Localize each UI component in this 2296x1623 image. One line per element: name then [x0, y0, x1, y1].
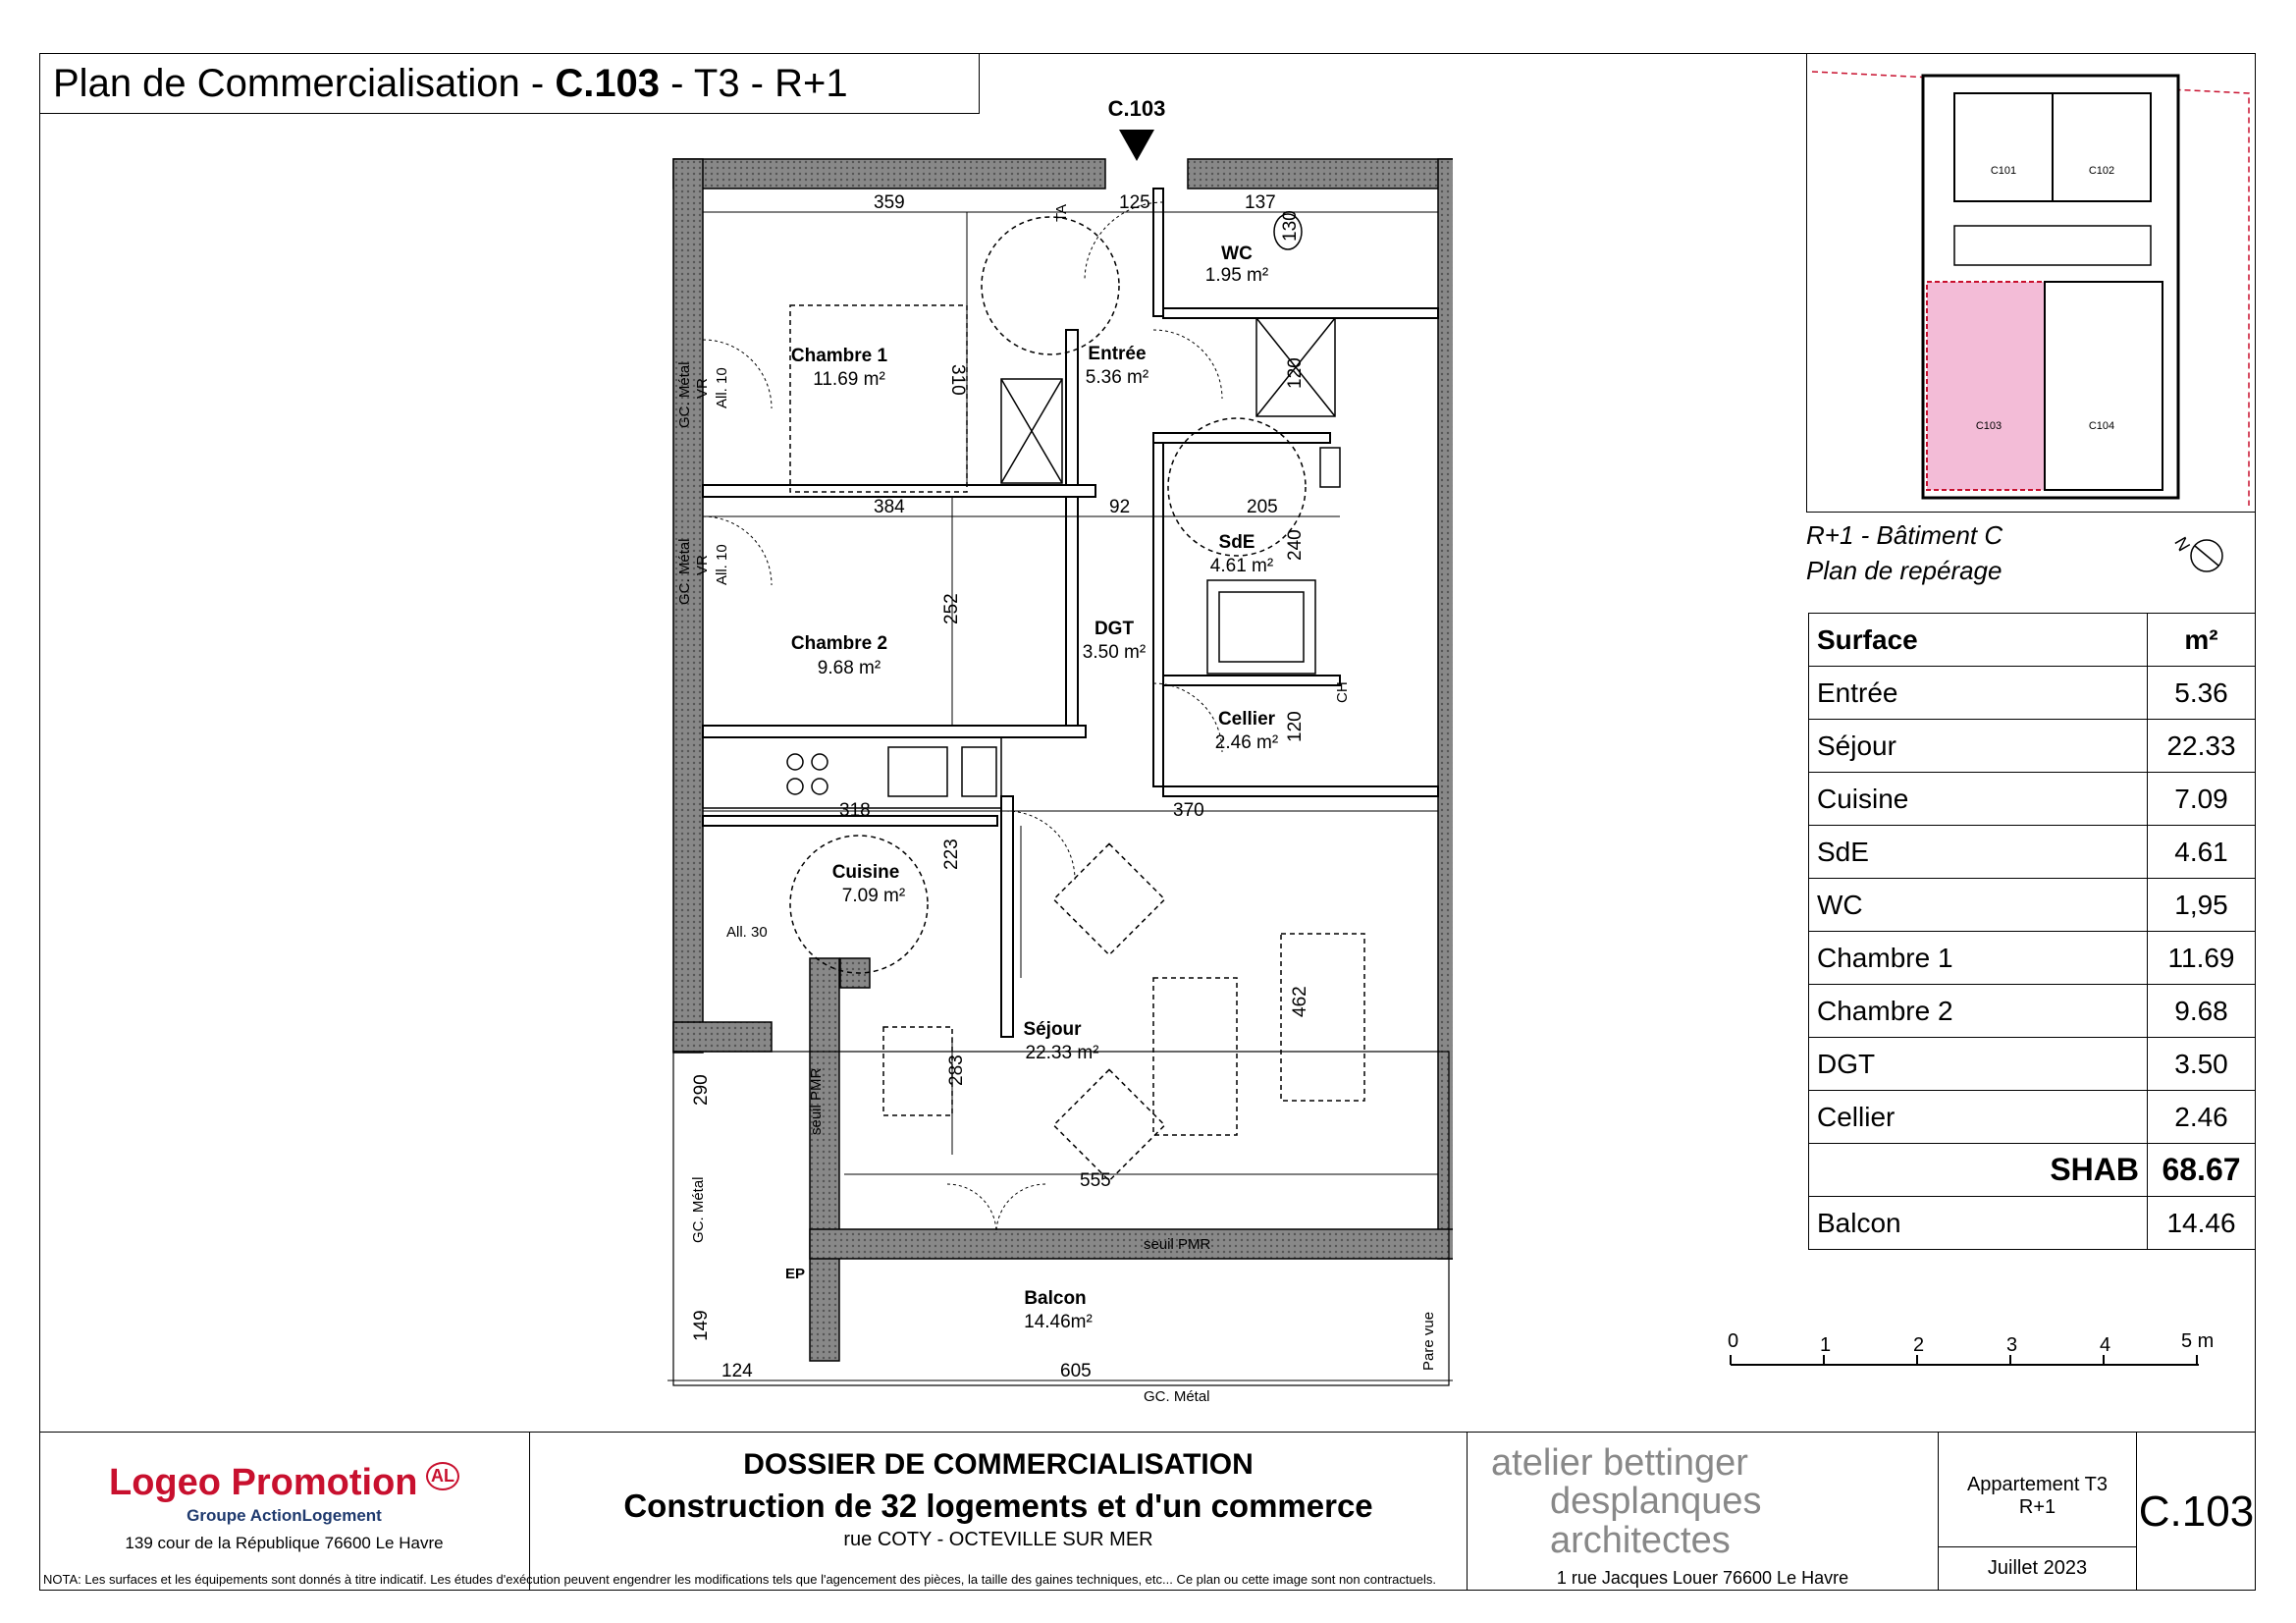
room-name: DGT — [1094, 619, 1135, 639]
svg-text:223: 223 — [941, 839, 962, 870]
svg-text:370: 370 — [1173, 800, 1204, 821]
svg-text:VR: VR — [694, 555, 711, 575]
room-name: Entrée — [1088, 344, 1147, 364]
lot-label: C102 — [2088, 165, 2115, 177]
room-area: 22.33 m² — [1025, 1043, 1099, 1063]
svg-text:seuil PMR: seuil PMR — [808, 1067, 825, 1135]
north-arrow-icon — [2169, 526, 2228, 585]
room-name: Balcon — [1024, 1288, 1087, 1309]
svg-text:290: 290 — [691, 1074, 712, 1106]
table-row: Balcon 14.46 — [1809, 1197, 2256, 1250]
key-map-caption-2: Plan de repérage — [1806, 556, 2002, 585]
svg-text:3: 3 — [2006, 1334, 2018, 1356]
room-area: 4.61 m² — [1209, 556, 1274, 576]
svg-text:137: 137 — [1245, 192, 1276, 213]
room-name: SdE — [1218, 532, 1255, 553]
svg-text:310: 310 — [947, 364, 968, 396]
apartment-level: R+1 — [2018, 1496, 2056, 1518]
svg-text:605: 605 — [1060, 1361, 1092, 1381]
developer-badge-icon: AL — [426, 1462, 459, 1490]
table-row: Séjour 22.33 — [1809, 720, 2256, 773]
title-block — [39, 1432, 2256, 1591]
title-lot: C.103 — [555, 62, 661, 105]
table-row: WC 1,95 — [1809, 879, 2256, 932]
room-area: 5.36 m² — [1085, 367, 1149, 388]
svg-text:240: 240 — [1285, 529, 1306, 561]
developer-cell — [39, 1433, 530, 1590]
surface-table — [1808, 613, 2256, 1250]
table-row: SdE 4.61 — [1809, 826, 2256, 879]
svg-text:TA: TA — [1053, 203, 1070, 222]
apartment-type: Appartement T3 — [1966, 1474, 2109, 1495]
table-header-label: Surface — [1809, 614, 2148, 667]
room-name: WC — [1221, 243, 1253, 264]
project-cell — [530, 1433, 1468, 1590]
table-row: DGT 3.50 — [1809, 1038, 2256, 1091]
svg-text:All. 10: All. 10 — [714, 367, 730, 408]
architect-logo-line2: desplanques architectes — [1550, 1481, 1762, 1561]
lot-number: C.103 — [2138, 1488, 2255, 1536]
apartment-cell — [1939, 1433, 2137, 1590]
room-area: 9.68 m² — [817, 658, 881, 678]
room-area: 1.95 m² — [1204, 265, 1269, 286]
svg-text:462: 462 — [1290, 986, 1310, 1017]
table-header-unit: m² — [2148, 614, 2256, 667]
svg-text:149: 149 — [691, 1310, 712, 1341]
table-row: Chambre 2 9.68 — [1809, 985, 2256, 1038]
table-row: Chambre 1 11.69 — [1809, 932, 2256, 985]
svg-text:0: 0 — [1728, 1330, 1739, 1352]
table-row: Cellier 2.46 — [1809, 1091, 2256, 1144]
svg-text:EP: EP — [785, 1266, 806, 1282]
svg-text:92: 92 — [1109, 497, 1131, 517]
svg-text:GC. Métal: GC. Métal — [690, 1176, 707, 1243]
entrance-arrow-icon — [1119, 130, 1154, 161]
svg-text:124: 124 — [721, 1361, 753, 1381]
svg-text:GC. Métal: GC. Métal — [676, 361, 693, 428]
plan-date: Juillet 2023 — [1939, 1546, 2136, 1580]
svg-text:Pare vue: Pare vue — [1420, 1311, 1437, 1371]
page-title: Plan de Commercialisation - C.103 - T3 - R+1 — [39, 53, 980, 114]
svg-text:384: 384 — [874, 497, 905, 517]
disclaimer-note: NOTA: Les surfaces et les équipements sont donnés à titre indicatif. Les études d'exécution peuvent engendrer les modifications tels que l'agencement des pièces, la taille des gaines techniques, etc... Ce plan ou cette image sont non contractuels. — [43, 1572, 1436, 1587]
svg-text:252: 252 — [941, 593, 962, 624]
scale-bar — [1728, 1325, 2218, 1384]
room-area: 11.69 m² — [813, 369, 885, 390]
svg-text:GC. Métal: GC. Métal — [676, 538, 693, 605]
highlighted-lot — [1927, 282, 2045, 490]
svg-text:All. 10: All. 10 — [714, 544, 730, 585]
table-row: Entrée 5.36 — [1809, 667, 2256, 720]
room-name: Cellier — [1217, 709, 1276, 730]
svg-text:555: 555 — [1080, 1170, 1111, 1191]
table-row: Cuisine 7.09 — [1809, 773, 2256, 826]
architect-address: 1 rue Jacques Louer 76600 Le Havre — [1556, 1568, 1849, 1588]
room-area: 7.09 m² — [841, 886, 906, 906]
dossier-title: DOSSIER DE COMMERCIALISATION — [743, 1448, 1254, 1481]
svg-text:5 m: 5 m — [2181, 1330, 2215, 1352]
svg-text:125: 125 — [1119, 192, 1150, 213]
table-total-row: SHAB 68.67 — [1809, 1144, 2256, 1197]
lot-label: C103 — [1975, 420, 2002, 432]
svg-text:CH: CH — [1334, 681, 1351, 703]
architect-logo-line1: atelier bettinger — [1491, 1442, 1748, 1484]
project-title: Construction de 32 logements et d'un commerce — [623, 1488, 1373, 1524]
svg-text:All. 30: All. 30 — [726, 924, 768, 941]
room-area: 2.46 m² — [1214, 732, 1279, 753]
lot-label: C101 — [1990, 165, 2017, 177]
svg-text:120: 120 — [1285, 357, 1306, 389]
svg-text:283: 283 — [946, 1055, 967, 1086]
lot-cell — [2137, 1433, 2256, 1590]
project-site: rue COTY - OCTEVILLE SUR MER — [843, 1529, 1153, 1550]
room-name: Chambre 2 — [790, 633, 888, 654]
key-map-caption-1: R+1 - Bâtiment C — [1806, 520, 2003, 550]
svg-text:1: 1 — [1820, 1334, 1832, 1356]
svg-text:4: 4 — [2100, 1334, 2111, 1356]
svg-text:seuil PMR: seuil PMR — [1144, 1236, 1211, 1253]
developer-logo: Logeo Promotion — [109, 1462, 418, 1503]
balcony-outline — [673, 1052, 1449, 1385]
room-area: 14.46m² — [1024, 1312, 1093, 1332]
svg-text:205: 205 — [1247, 497, 1278, 517]
room-name: Cuisine — [831, 862, 900, 883]
svg-text:359: 359 — [874, 192, 905, 213]
floor-plan — [609, 94, 1453, 1420]
svg-text:N: N — [2170, 533, 2195, 555]
room-name: Chambre 1 — [790, 346, 888, 366]
svg-text:VR: VR — [694, 378, 711, 399]
svg-text:130: 130 — [1280, 210, 1301, 242]
svg-text:2: 2 — [1913, 1334, 1925, 1356]
architect-cell — [1468, 1433, 1939, 1590]
developer-address: 139 cour de la République 76600 Le Havre — [125, 1534, 444, 1552]
room-area: 3.50 m² — [1082, 642, 1147, 663]
lot-label: C104 — [2088, 420, 2115, 432]
svg-text:120: 120 — [1285, 711, 1306, 742]
svg-text:318: 318 — [839, 800, 871, 821]
entrance-marker-label: C.103 — [1107, 96, 1166, 121]
room-name: Séjour — [1023, 1019, 1082, 1040]
location-key-map — [1806, 53, 2256, 513]
svg-text:GC. Métal: GC. Métal — [1144, 1388, 1210, 1405]
interior-walls — [703, 189, 1438, 1037]
developer-group: Groupe ActionLogement — [187, 1506, 382, 1525]
